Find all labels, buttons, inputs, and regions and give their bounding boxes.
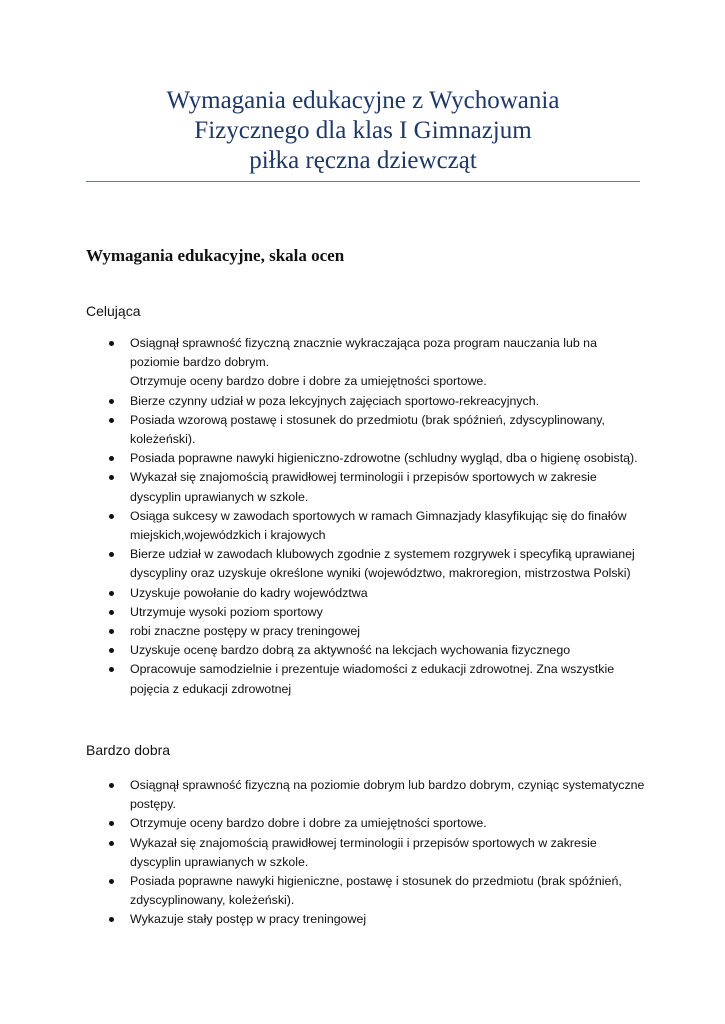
bullet-icon	[109, 591, 114, 596]
list-item-text: robi znaczne postępy w pracy treningowej	[130, 624, 361, 639]
list-item	[86, 334, 646, 392]
list-item	[86, 622, 646, 641]
bullet-icon	[109, 667, 114, 672]
list-item	[86, 392, 646, 411]
list-item-text: Osiąga sukcesy w zawodach sportowych w ramach Gimnazjady klasyfikując się do finałów miejskich,wojewódzkich i krajowych	[130, 508, 627, 543]
bullet-icon	[109, 610, 114, 615]
bullet-icon	[109, 418, 114, 423]
bullet-icon	[109, 552, 114, 557]
list-item-text: Bierze czynny udział w poza lekcyjnych zajęciach sportowo-rekreacyjnych.	[130, 393, 540, 408]
list-item-text: Osiągnął sprawność fizyczną na poziomie dobrym lub bardzo dobrym, czyniąc systematyczne postępy.	[130, 778, 645, 812]
list-item	[86, 468, 646, 506]
list-item	[86, 660, 646, 698]
list-item-text: Posiada poprawne nawyki higieniczne, postawę i stosunek do przedmiotu (brak spóźnień, zdyscyplinowany, koleżeński).	[130, 874, 622, 908]
list-item-text: Wykazał się znajomością prawidłowej terminologii i przepisów sportowych w zakresie dyscyplin uprawianych w szkole.	[130, 470, 597, 504]
list-item-extra-text: Otrzymuje oceny bardzo dobre i dobre za umiejętności sportowe.	[130, 374, 487, 389]
list-item-text: Bierze udział w zawodach klubowych zgodnie z systemem rozgrywek i specyfiką uprawianej dyscypliny oraz uzyskuje określone wyniki (województwo, makroregion, mistrzostwa Polski)	[130, 547, 635, 581]
bullet-icon	[109, 456, 114, 461]
list-item-text: Wykazuje stały postęp w pracy treningowej	[130, 912, 367, 927]
list-item-text: Opracowuje samodzielnie i prezentuje wiadomości z edukacji zdrowotnej. Zna wszystkie pojęcia z edukacji zdrowotnej	[130, 662, 615, 696]
list-item	[86, 411, 646, 449]
bullet-icon	[109, 475, 114, 480]
section-heading: Wymagania edukacyjne, skala ocen	[86, 246, 345, 265]
list-item	[86, 545, 646, 583]
list-item	[86, 507, 646, 545]
list-item	[86, 834, 646, 872]
list-item	[86, 814, 646, 833]
grade-list-celujaca	[86, 334, 646, 699]
list-item-text: Wykazał się znajomością prawidłowej terminologii i przepisów sportowych w zakresie dyscyplin uprawianych w szkole.	[130, 835, 597, 869]
grade-heading-bardzo-dobra: Bardzo dobra	[86, 742, 171, 758]
grade-list-bardzo-dobra	[86, 776, 646, 930]
list-item-text: Uzyskuje ocenę bardzo dobrą za aktywność na lekcjach wychowania fizycznego	[130, 643, 571, 658]
bullet-icon	[109, 841, 114, 846]
list-item	[86, 872, 646, 910]
list-item	[86, 776, 646, 814]
document-title	[86, 86, 640, 176]
bullet-icon	[109, 879, 114, 884]
title-line-1: Wymagania edukacyjne z Wychowania	[166, 87, 560, 114]
bullet-icon	[109, 821, 114, 826]
bullet-icon	[109, 648, 114, 653]
bullet-icon	[109, 399, 114, 404]
list-item	[86, 641, 646, 660]
list-item	[86, 910, 646, 929]
bullet-icon	[109, 514, 114, 519]
bullet-icon	[109, 917, 114, 922]
list-item	[86, 449, 646, 468]
title-line-2: Fizycznego dla klas I Gimnazjum	[194, 117, 532, 144]
grade-heading-celujaca: Celująca	[86, 303, 141, 319]
list-item-text: Utrzymuje wysoki poziom sportowy	[130, 604, 323, 619]
list-item-text: Osiągnął sprawność fizyczną znacznie wykraczająca poza program nauczania lub na poziomie bardzo dobrym.	[130, 336, 597, 370]
list-item	[86, 584, 646, 603]
title-line-3: piłka ręczna dziewcząt	[249, 147, 477, 174]
bullet-icon	[109, 629, 114, 634]
title-divider	[86, 181, 640, 182]
list-item	[86, 603, 646, 622]
list-item-text: Posiada wzorową postawę i stosunek do przedmiotu (brak spóźnień, zdyscyplinowany, koleżeński).	[130, 412, 605, 447]
bullet-icon	[109, 783, 114, 788]
list-item-text: Otrzymuje oceny bardzo dobre i dobre za umiejętności sportowe.	[130, 816, 487, 831]
bullet-icon	[109, 341, 114, 346]
list-item-text: Uzyskuje powołanie do kadry województwa	[130, 585, 368, 600]
list-item-text: Posiada poprawne nawyki higieniczno-zdrowotne (schludny wygląd, dba o higienę osobistą).	[130, 451, 638, 466]
